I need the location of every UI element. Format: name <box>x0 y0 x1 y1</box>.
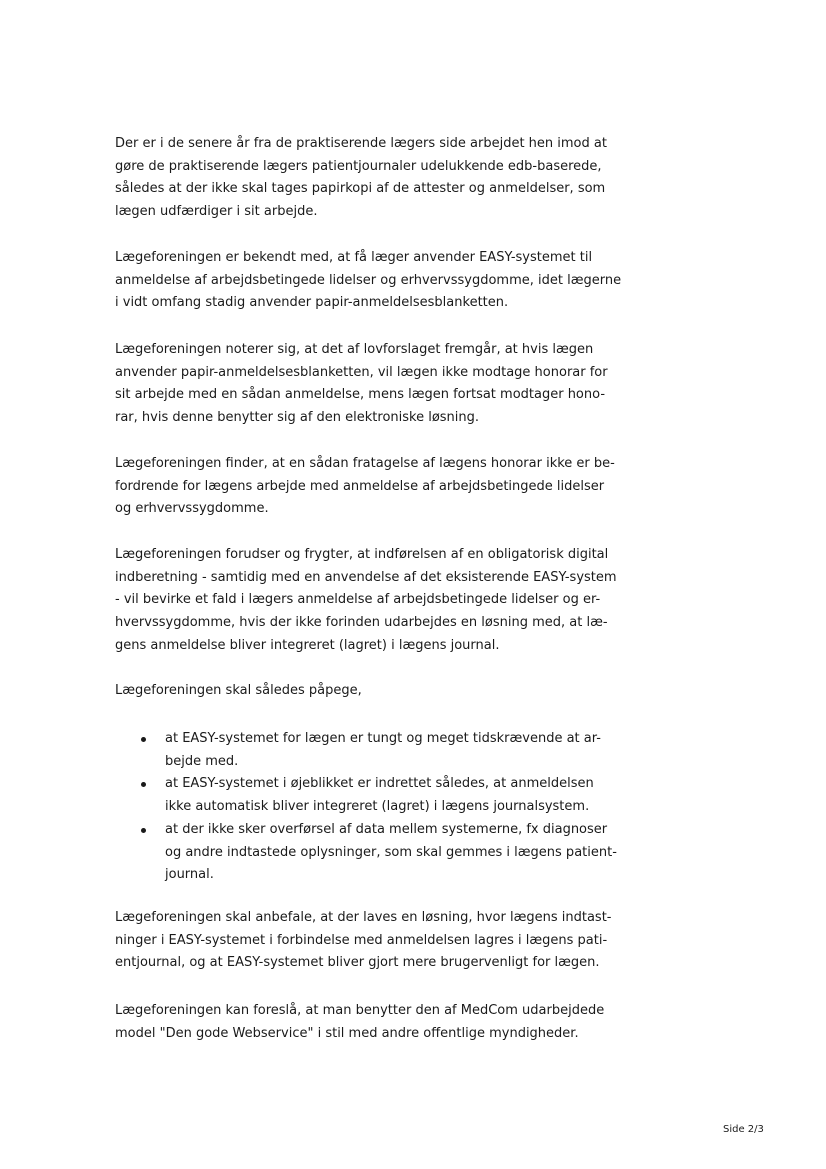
text-line: Lægeforeningen skal således påpege, <box>115 683 362 698</box>
paragraph-1 <box>115 133 607 224</box>
text-line: indberetning - samtidig med en anvendelse af det eksisterende EASY-system <box>115 569 617 585</box>
text-line: bejde med. <box>165 753 239 769</box>
text-line: anmeldelse af arbejdsbetingede lidelser og erhvervssygdomme, idet lægerne <box>115 272 622 288</box>
paragraph-8 <box>115 1000 604 1045</box>
paragraph-4 <box>115 453 615 521</box>
text-line: gøre de praktiserende lægers patientjournaler udelukkende edb-baserede, <box>115 158 602 174</box>
paragraph-3 <box>115 339 608 430</box>
text-line: hvervssygdomme, hvis der ikke forinden udarbejdes en løsning med, at læ- <box>115 615 608 631</box>
paragraph-5 <box>115 544 617 658</box>
text-line: sit arbejde med en sådan anmeldelse, mens lægen fortsat modtager hono- <box>115 387 606 403</box>
text-line: Lægeforeningen skal anbefale, at der laves en løsning, hvor lægens indtast- <box>115 910 612 925</box>
text-line: således at der ikke skal tages papirkopi af de attester og anmeldelser, som <box>115 181 606 197</box>
list-item <box>115 728 617 773</box>
bullet-icon <box>141 782 146 787</box>
text-line: Lægeforeningen noterer sig, at det af lovforslaget fremgår, at hvis lægen <box>115 342 594 357</box>
text-line: ninger i EASY-systemet i forbindelse med anmeldelsen lagres i lægens pati- <box>115 932 608 948</box>
bullet-icon <box>141 737 146 742</box>
text-line: fordrende for lægens arbejde med anmeldelse af arbejdsbetingede lidelser <box>115 478 605 494</box>
text-line: lægen udfærdiger i sit arbejde. <box>115 204 318 220</box>
list-item <box>115 773 617 818</box>
text-line: og erhvervssygdomme. <box>115 501 269 517</box>
paragraph-7 <box>115 907 612 975</box>
text-line: Lægeforeningen kan foreslå, at man benytter den af MedCom udarbejdede <box>115 1003 605 1018</box>
text-line: gens anmeldelse bliver integreret (lagret) i lægens journal. <box>115 637 500 653</box>
text-line: at EASY-systemet for lægen er tungt og meget tidskrævende at ar- <box>165 731 601 746</box>
text-line: - vil bevirke et fald i lægers anmeldelse af arbejdsbetingede lidelser og er- <box>115 592 601 608</box>
text-line: model "Den gode Webservice" i stil med andre offentlige myndigheder. <box>115 1025 579 1041</box>
text-line: journal. <box>165 867 214 883</box>
text-line: anvender papir-anmeldelsesblanketten, vil lægen ikke modtage honorar for <box>115 364 608 380</box>
text-line: ikke automatisk bliver integreret (lagret) i lægens journalsystem. <box>165 799 590 815</box>
text-line: Lægeforeningen er bekendt med, at få læger anvender EASY-systemet til <box>115 250 593 265</box>
text-line: entjournal, og at EASY-systemet bliver gjort mere brugervenligt for lægen. <box>115 955 600 971</box>
bullet-list <box>115 728 617 887</box>
text-line: Der er i de senere år fra de praktiserende lægers side arbejdet hen imod at <box>115 136 607 151</box>
bullet-icon <box>141 828 146 833</box>
text-line: at der ikke sker overførsel af data mellem systemerne, fx diagnoser <box>165 821 608 837</box>
text-line: i vidt omfang stadig anvender papir-anmeldelsesblanketten. <box>115 295 509 311</box>
paragraph-2 <box>115 247 621 315</box>
text-line: Lægeforeningen finder, at en sådan fratagelse af lægens honorar ikke er be- <box>115 456 615 471</box>
list-item <box>115 819 617 887</box>
text-line: og andre indtastede oplysninger, som skal gemmes i lægens patient- <box>165 844 617 860</box>
page-number: Side 2/3 <box>723 1124 764 1135</box>
text-line: rar, hvis denne benytter sig af den elektroniske løsning. <box>115 410 480 426</box>
text-line: at EASY-systemet i øjeblikket er indrettet således, at anmeldelsen <box>165 776 594 792</box>
text-line: Lægeforeningen forudser og frygter, at indførelsen af en obligatorisk digital <box>115 547 609 562</box>
paragraph-6 <box>115 680 362 703</box>
